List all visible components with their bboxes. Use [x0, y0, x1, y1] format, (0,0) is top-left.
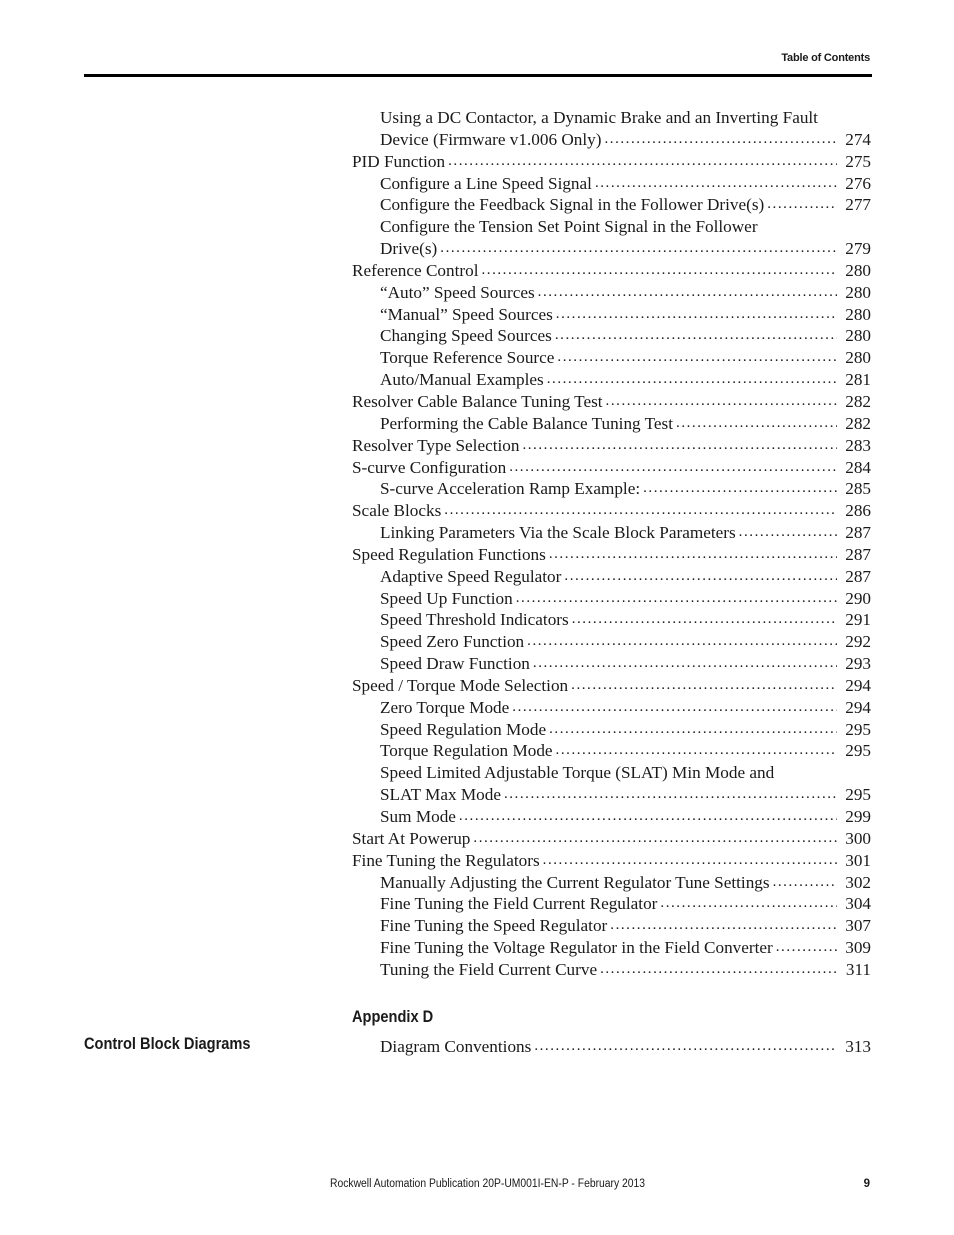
- toc-entry-page: 294: [845, 697, 871, 717]
- dot-leader: [776, 937, 837, 959]
- toc-entry-page: 313: [845, 1037, 871, 1056]
- toc-entry-title: Speed Limited Adjustable Torque (SLAT) Min Mode and: [380, 763, 775, 783]
- toc-entry-page: 284: [845, 457, 871, 477]
- toc-entry-page: 307: [845, 916, 871, 936]
- toc-entry-title: Tuning the Field Current Curve: [380, 959, 598, 979]
- dot-leader: [660, 893, 837, 915]
- dot-leader: [549, 544, 837, 566]
- toc-entry-title: Start At Powerup: [352, 828, 471, 848]
- toc-entry-page: 280: [845, 348, 871, 368]
- toc-entry[interactable]: [352, 872, 871, 894]
- dot-leader: [538, 282, 837, 304]
- dot-leader: [556, 740, 837, 762]
- toc-entry-title: Torque Regulation Mode: [380, 741, 553, 761]
- toc-entry-page: 286: [845, 501, 871, 521]
- dot-leader: [522, 435, 837, 457]
- header-rule: [84, 74, 872, 77]
- running-header: Table of Contents: [781, 52, 870, 64]
- toc-entry-page: 276: [845, 173, 871, 193]
- toc-entry-title: Manually Adjusting the Current Regulator Tune Settings: [380, 872, 770, 892]
- toc-entry[interactable]: [352, 282, 871, 304]
- dot-leader: [600, 959, 837, 981]
- toc-entry-page: 295: [845, 719, 871, 739]
- toc-entry-title: Speed Threshold Indicators: [380, 610, 569, 630]
- toc-entry-page: 295: [845, 741, 871, 761]
- dot-leader: [572, 609, 837, 631]
- appendix-label: Appendix D: [352, 1007, 434, 1026]
- dot-leader: [557, 347, 837, 369]
- toc-entry-title: Sum Mode: [380, 807, 456, 826]
- toc-entry[interactable]: [352, 631, 871, 653]
- toc-entry-page: 280: [845, 304, 871, 324]
- dot-leader: [473, 828, 837, 850]
- toc-entry-page: 293: [845, 654, 871, 674]
- toc-entry[interactable]: [352, 740, 871, 762]
- dot-leader: [504, 784, 837, 806]
- dot-leader: [555, 325, 837, 347]
- toc-entry[interactable]: [352, 413, 871, 435]
- toc-entry[interactable]: [352, 238, 871, 260]
- toc-entry-title: Changing Speed Sources: [380, 326, 552, 346]
- dot-leader: [533, 653, 837, 675]
- toc-entry-title: Zero Torque Mode: [380, 697, 510, 717]
- toc-entry[interactable]: [352, 369, 871, 391]
- toc-entry-page: 290: [845, 588, 871, 608]
- toc-entry-page: 287: [845, 523, 871, 543]
- toc-entry[interactable]: [352, 1036, 871, 1058]
- dot-leader: [773, 872, 837, 894]
- toc-entry-page: 283: [845, 435, 871, 455]
- toc-entry-title: Adaptive Speed Regulator: [380, 566, 562, 586]
- dot-leader: [571, 675, 837, 697]
- dot-leader: [556, 304, 837, 326]
- toc-entry-page: 279: [845, 239, 871, 259]
- toc-entry-page: 274: [845, 129, 871, 149]
- toc-entry[interactable]: [352, 216, 871, 238]
- footer-page-number: 9: [863, 1178, 870, 1190]
- toc-entry-title: Fine Tuning the Voltage Regulator in the Field Converter: [380, 938, 773, 958]
- toc-entry-title: Speed / Torque Mode Selection: [352, 675, 569, 695]
- toc-entry-title: Linking Parameters Via the Scale Block Parameters: [380, 523, 736, 543]
- toc-entry-page: 275: [845, 151, 871, 171]
- toc-entry[interactable]: [352, 194, 871, 216]
- toc-entry-page: 292: [845, 632, 871, 652]
- toc-entry[interactable]: [352, 304, 871, 326]
- dot-leader: [509, 457, 837, 479]
- toc-entry-page: 280: [845, 260, 871, 280]
- dot-leader: [481, 260, 837, 282]
- dot-leader: [512, 697, 837, 719]
- toc-entry-title: Speed Regulation Functions: [352, 544, 546, 564]
- toc-entry-title: “Auto” Speed Sources: [380, 282, 535, 302]
- dot-leader: [547, 369, 837, 391]
- toc-entry-title: Speed Regulation Mode: [380, 719, 547, 739]
- toc-entry[interactable]: [352, 719, 871, 741]
- toc-entry-title: Speed Up Function: [380, 588, 513, 608]
- toc-entry-title: Configure the Tension Set Point Signal in the Follower: [380, 217, 758, 237]
- dot-leader: [459, 806, 837, 828]
- toc-entry-title: Using a DC Contactor, a Dynamic Brake and an Inverting Fault: [380, 108, 818, 127]
- toc-entry-title: Auto/Manual Examples: [380, 370, 544, 390]
- toc-entry[interactable]: [352, 347, 871, 369]
- dot-leader: [767, 194, 837, 216]
- dot-leader: [606, 391, 837, 413]
- dot-leader: [643, 478, 837, 500]
- dot-leader: [444, 500, 837, 522]
- toc-entry[interactable]: [352, 435, 871, 457]
- toc-entry-page: 301: [845, 850, 871, 870]
- toc-entry[interactable]: [352, 129, 871, 151]
- toc-entry-title: Fine Tuning the Speed Regulator: [380, 916, 608, 936]
- toc-entry-page: 280: [845, 326, 871, 346]
- toc-entry-title: SLAT Max Mode: [380, 785, 501, 805]
- toc-entry-page: 282: [845, 391, 871, 411]
- toc-entry-title: Performing the Cable Balance Tuning Test: [380, 413, 674, 433]
- toc-entry[interactable]: [352, 566, 871, 588]
- dot-leader: [448, 151, 837, 173]
- toc-entry[interactable]: [352, 478, 871, 500]
- toc-entry-title: Scale Blocks: [352, 501, 442, 521]
- toc-entry-title: Configure the Feedback Signal in the Follower Drive(s): [380, 195, 765, 215]
- toc-entry-title: Drive(s): [380, 239, 438, 259]
- toc-entry[interactable]: [352, 544, 871, 566]
- toc-entry[interactable]: [352, 653, 871, 675]
- toc-entry-title: “Manual” Speed Sources: [380, 304, 553, 324]
- toc-entry[interactable]: [352, 697, 871, 719]
- toc-entry[interactable]: [352, 675, 871, 697]
- toc-entry[interactable]: [352, 937, 871, 959]
- toc-entry-page: 287: [845, 544, 871, 564]
- toc-entry[interactable]: [352, 762, 871, 784]
- toc-entry-title: Torque Reference Source: [380, 348, 555, 368]
- toc-entry[interactable]: [352, 151, 871, 173]
- toc-entry-title: PID Function: [352, 151, 446, 171]
- toc-entry-title: Device (Firmware v1.006 Only): [380, 129, 602, 149]
- dot-leader: [440, 238, 837, 260]
- toc-entry[interactable]: [352, 959, 871, 981]
- toc-entry[interactable]: [352, 588, 871, 610]
- toc-entry-title: Diagram Conventions: [380, 1037, 532, 1056]
- toc-entry-page: 282: [845, 413, 871, 433]
- appendix-toc-list: [352, 1036, 871, 1058]
- dot-leader: [527, 631, 837, 653]
- toc-entry[interactable]: [352, 893, 871, 915]
- dot-leader: [549, 719, 837, 741]
- toc-entry[interactable]: [352, 391, 871, 413]
- toc-entry-page: 299: [845, 807, 871, 826]
- toc-entry[interactable]: [352, 522, 871, 544]
- toc-entry-title: S-curve Configuration: [352, 457, 507, 477]
- toc-entry[interactable]: [352, 260, 871, 282]
- toc-entry-title: Resolver Type Selection: [352, 435, 520, 455]
- toc-entry[interactable]: [352, 806, 871, 828]
- toc-entry-page: 302: [845, 872, 871, 892]
- toc-entry-title: Speed Draw Function: [380, 654, 530, 674]
- toc-entry-title: Speed Zero Function: [380, 632, 525, 652]
- footer-publication: Rockwell Automation Publication 20P-UM001I-EN-P - February 2013: [330, 1178, 646, 1190]
- toc-entry[interactable]: [352, 107, 871, 129]
- toc-entry-page: 304: [845, 894, 871, 914]
- toc-entry[interactable]: [352, 609, 871, 631]
- dot-leader: [610, 915, 837, 937]
- dot-leader: [516, 588, 837, 610]
- toc-entry-page: 291: [845, 610, 871, 630]
- toc-entry[interactable]: [352, 850, 871, 872]
- toc-entry[interactable]: [352, 784, 871, 806]
- toc-entry-page: 311: [845, 959, 871, 979]
- toc-entry[interactable]: [352, 325, 871, 347]
- toc-entry-page: 285: [845, 479, 871, 499]
- toc-entry-page: 281: [845, 370, 871, 390]
- toc-entry[interactable]: [352, 500, 871, 522]
- dot-leader: [604, 129, 837, 151]
- dot-leader: [543, 850, 837, 872]
- toc-entry[interactable]: [352, 173, 871, 195]
- toc-entry-page: 287: [845, 566, 871, 586]
- toc-entry[interactable]: [352, 828, 871, 850]
- toc-entry-page: 294: [845, 675, 871, 695]
- dot-leader: [564, 566, 837, 588]
- toc-entry-page: 280: [845, 282, 871, 302]
- toc-entry-page: 300: [845, 828, 871, 848]
- toc-entry-page: 309: [845, 938, 871, 958]
- toc-entry-title: Reference Control: [352, 260, 479, 280]
- toc-entry-title: Fine Tuning the Regulators: [352, 850, 540, 870]
- toc-list: [352, 107, 871, 981]
- dot-leader: [595, 173, 837, 195]
- toc-entry-title: Resolver Cable Balance Tuning Test: [352, 391, 603, 411]
- dot-leader: [676, 413, 837, 435]
- toc-entry-page: 277: [845, 195, 871, 215]
- chapter-title: Control Block Diagrams: [84, 1034, 251, 1053]
- dot-leader: [739, 522, 837, 544]
- toc-entry[interactable]: [352, 457, 871, 479]
- toc-entry-title: Fine Tuning the Field Current Regulator: [380, 894, 658, 914]
- toc-entry-title: S-curve Acceleration Ramp Example:: [380, 479, 641, 499]
- dot-leader: [534, 1036, 837, 1058]
- toc-entry-page: 295: [845, 785, 871, 805]
- toc-entry[interactable]: [352, 915, 871, 937]
- toc-entry-title: Configure a Line Speed Signal: [380, 173, 592, 193]
